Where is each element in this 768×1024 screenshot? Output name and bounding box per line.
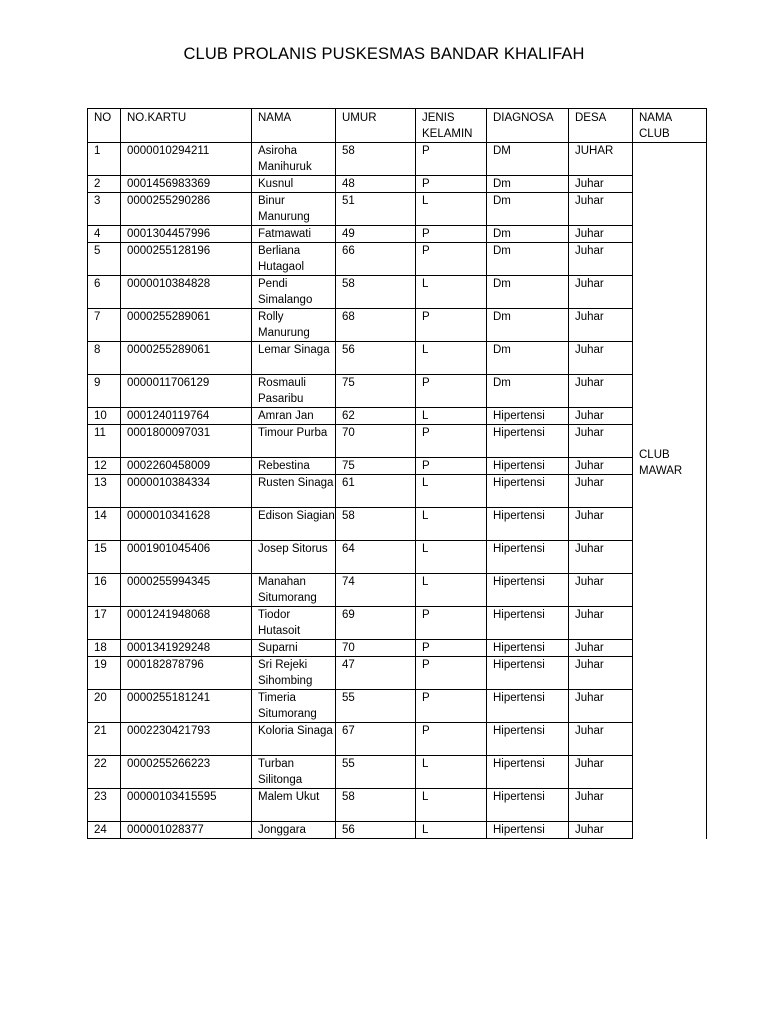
cell-umur: 56: [336, 822, 416, 839]
cell-diagnosa: Hipertensi: [487, 756, 569, 789]
cell-jenis-kelamin: L: [416, 574, 487, 607]
cell-nama: Pendi Simalango: [252, 276, 336, 309]
member-table: [87, 108, 707, 839]
header-jenis-line1: JENIS: [422, 112, 455, 124]
cell-no: 3: [88, 193, 121, 226]
cell-jenis-kelamin: L: [416, 408, 487, 425]
cell-umur: 58: [336, 143, 416, 176]
cell-diagnosa: Dm: [487, 375, 569, 408]
cell-diagnosa: Hipertensi: [487, 723, 569, 756]
cell-diagnosa: Hipertensi: [487, 425, 569, 458]
table-row: [88, 541, 707, 574]
cell-no: 12: [88, 458, 121, 475]
cell-jenis-kelamin: L: [416, 541, 487, 574]
cell-no: 18: [88, 640, 121, 657]
cell-kartu: 00000103415595: [121, 789, 252, 822]
cell-nama-club: [633, 143, 707, 839]
cell-nama: Lemar Sinaga: [252, 342, 336, 375]
cell-nama: Rebestina: [252, 458, 336, 475]
cell-umur: 70: [336, 640, 416, 657]
table-row: [88, 425, 707, 458]
cell-nama: Asiroha Manihuruk: [252, 143, 336, 176]
cell-kartu: 0001341929248: [121, 640, 252, 657]
cell-kartu: 0000255128196: [121, 243, 252, 276]
cell-no: 14: [88, 508, 121, 541]
cell-no: 5: [88, 243, 121, 276]
cell-jenis-kelamin: P: [416, 723, 487, 756]
cell-jenis-kelamin: P: [416, 143, 487, 176]
header-umur: UMUR: [336, 109, 416, 143]
table-row: [88, 243, 707, 276]
cell-no: 16: [88, 574, 121, 607]
cell-desa: Juhar: [569, 458, 633, 475]
club-line1: CLUB: [639, 448, 670, 461]
cell-desa: Juhar: [569, 193, 633, 226]
cell-diagnosa: Dm: [487, 342, 569, 375]
cell-kartu: 0000010384828: [121, 276, 252, 309]
cell-diagnosa: Hipertensi: [487, 690, 569, 723]
table-row: [88, 143, 707, 176]
cell-desa: Juhar: [569, 822, 633, 839]
cell-umur: 48: [336, 176, 416, 193]
header-club-line1: NAMA: [639, 112, 673, 124]
table-header-row: [88, 109, 707, 143]
cell-no: 9: [88, 375, 121, 408]
cell-kartu: 0000255994345: [121, 574, 252, 607]
cell-umur: 58: [336, 789, 416, 822]
cell-umur: 49: [336, 226, 416, 243]
cell-nama: Sri Rejeki Sihombing: [252, 657, 336, 690]
cell-jenis-kelamin: P: [416, 607, 487, 640]
header-club-line2: CLUB: [639, 128, 670, 140]
cell-nama: Berliana Hutagaol: [252, 243, 336, 276]
cell-desa: Juhar: [569, 342, 633, 375]
table-row: [88, 723, 707, 756]
cell-kartu: 0000255289061: [121, 309, 252, 342]
table-row: [88, 657, 707, 690]
cell-kartu: 0001456983369: [121, 176, 252, 193]
cell-no: 8: [88, 342, 121, 375]
cell-umur: 68: [336, 309, 416, 342]
header-desa: DESA: [569, 109, 633, 143]
cell-no: 2: [88, 176, 121, 193]
cell-no: 7: [88, 309, 121, 342]
table-row: [88, 276, 707, 309]
cell-desa: Juhar: [569, 723, 633, 756]
cell-kartu: 0000011706129: [121, 375, 252, 408]
cell-diagnosa: Hipertensi: [487, 458, 569, 475]
cell-umur: 55: [336, 690, 416, 723]
cell-umur: 58: [336, 276, 416, 309]
cell-diagnosa: Hipertensi: [487, 508, 569, 541]
cell-desa: Juhar: [569, 574, 633, 607]
cell-diagnosa: Dm: [487, 226, 569, 243]
cell-no: 17: [88, 607, 121, 640]
cell-desa: JUHAR: [569, 143, 633, 176]
cell-kartu: 0002260458009: [121, 458, 252, 475]
cell-desa: Juhar: [569, 607, 633, 640]
cell-jenis-kelamin: P: [416, 226, 487, 243]
cell-jenis-kelamin: L: [416, 508, 487, 541]
cell-no: 6: [88, 276, 121, 309]
cell-desa: Juhar: [569, 690, 633, 723]
table-row: [88, 176, 707, 193]
cell-umur: 74: [336, 574, 416, 607]
cell-nama: Binur Manurung: [252, 193, 336, 226]
cell-jenis-kelamin: P: [416, 375, 487, 408]
cell-umur: 75: [336, 375, 416, 408]
cell-nama: Timeria Situmorang: [252, 690, 336, 723]
cell-nama: Suparni: [252, 640, 336, 657]
cell-diagnosa: Dm: [487, 243, 569, 276]
cell-kartu: 0001240119764: [121, 408, 252, 425]
cell-no: 22: [88, 756, 121, 789]
cell-kartu: 000182878796: [121, 657, 252, 690]
header-nama: NAMA: [252, 109, 336, 143]
cell-umur: 66: [336, 243, 416, 276]
cell-umur: 47: [336, 657, 416, 690]
cell-desa: Juhar: [569, 408, 633, 425]
cell-umur: 70: [336, 425, 416, 458]
cell-no: 24: [88, 822, 121, 839]
cell-kartu: 0001800097031: [121, 425, 252, 458]
cell-nama: Rolly Manurung: [252, 309, 336, 342]
cell-jenis-kelamin: L: [416, 475, 487, 508]
cell-jenis-kelamin: P: [416, 458, 487, 475]
cell-nama: Kusnul: [252, 176, 336, 193]
cell-no: 13: [88, 475, 121, 508]
cell-umur: 62: [336, 408, 416, 425]
cell-kartu: 0000010294211: [121, 143, 252, 176]
cell-diagnosa: Dm: [487, 176, 569, 193]
club-line2: MAWAR: [639, 464, 683, 477]
cell-kartu: 0002230421793: [121, 723, 252, 756]
cell-umur: 56: [336, 342, 416, 375]
cell-no: 19: [88, 657, 121, 690]
cell-diagnosa: Hipertensi: [487, 657, 569, 690]
table-row: [88, 309, 707, 342]
cell-jenis-kelamin: L: [416, 276, 487, 309]
cell-no: 20: [88, 690, 121, 723]
header-jenis-line2: KELAMIN: [422, 128, 473, 140]
header-kartu: NO.KARTU: [121, 109, 252, 143]
cell-desa: Juhar: [569, 508, 633, 541]
cell-nama: Timour Purba: [252, 425, 336, 458]
table-row: [88, 508, 707, 541]
cell-kartu: 0001304457996: [121, 226, 252, 243]
cell-desa: Juhar: [569, 756, 633, 789]
cell-nama: Turban Silitonga: [252, 756, 336, 789]
cell-kartu: 0001901045406: [121, 541, 252, 574]
cell-kartu: 0000010341628: [121, 508, 252, 541]
cell-umur: 64: [336, 541, 416, 574]
cell-jenis-kelamin: L: [416, 789, 487, 822]
cell-diagnosa: Hipertensi: [487, 640, 569, 657]
cell-diagnosa: DM: [487, 143, 569, 176]
cell-umur: 58: [336, 508, 416, 541]
cell-nama: Manahan Situmorang: [252, 574, 336, 607]
cell-diagnosa: Dm: [487, 193, 569, 226]
cell-diagnosa: Hipertensi: [487, 574, 569, 607]
cell-nama: Amran Jan: [252, 408, 336, 425]
cell-diagnosa: Hipertensi: [487, 607, 569, 640]
cell-desa: Juhar: [569, 657, 633, 690]
cell-desa: Juhar: [569, 243, 633, 276]
cell-nama: Josep Sitorus: [252, 541, 336, 574]
cell-no: 15: [88, 541, 121, 574]
cell-diagnosa: Hipertensi: [487, 408, 569, 425]
table-row: [88, 375, 707, 408]
cell-nama: Rusten Sinaga: [252, 475, 336, 508]
cell-desa: Juhar: [569, 640, 633, 657]
table-row: [88, 458, 707, 475]
cell-umur: 51: [336, 193, 416, 226]
table-body: [88, 143, 707, 839]
cell-desa: Juhar: [569, 226, 633, 243]
cell-diagnosa: Dm: [487, 309, 569, 342]
cell-nama: Jonggara: [252, 822, 336, 839]
cell-kartu: 0000010384334: [121, 475, 252, 508]
club-name: [639, 447, 706, 535]
table-row: [88, 574, 707, 607]
cell-kartu: 0000255290286: [121, 193, 252, 226]
cell-nama: Koloria Sinaga: [252, 723, 336, 756]
table-row: [88, 789, 707, 822]
cell-jenis-kelamin: P: [416, 425, 487, 458]
table-row: [88, 193, 707, 226]
cell-diagnosa: Hipertensi: [487, 475, 569, 508]
table-row: [88, 640, 707, 657]
cell-diagnosa: Hipertensi: [487, 789, 569, 822]
cell-desa: Juhar: [569, 276, 633, 309]
cell-kartu: 000001028377: [121, 822, 252, 839]
cell-no: 23: [88, 789, 121, 822]
cell-desa: Juhar: [569, 475, 633, 508]
cell-kartu: 0000255181241: [121, 690, 252, 723]
cell-jenis-kelamin: P: [416, 243, 487, 276]
cell-nama: Tiodor Hutasoit: [252, 607, 336, 640]
header-nama-club: [633, 109, 707, 143]
table-row: [88, 342, 707, 375]
cell-diagnosa: Hipertensi: [487, 822, 569, 839]
cell-umur: 69: [336, 607, 416, 640]
header-diagnosa: DIAGNOSA: [487, 109, 569, 143]
cell-jenis-kelamin: L: [416, 822, 487, 839]
header-no: NO: [88, 109, 121, 143]
cell-nama: Edison Siagian: [252, 508, 336, 541]
cell-kartu: 0001241948068: [121, 607, 252, 640]
cell-jenis-kelamin: P: [416, 640, 487, 657]
header-jenis-kelamin: [416, 109, 487, 143]
cell-umur: 75: [336, 458, 416, 475]
cell-umur: 67: [336, 723, 416, 756]
cell-kartu: 0000255289061: [121, 342, 252, 375]
cell-nama: Rosmauli Pasaribu: [252, 375, 336, 408]
table-row: [88, 756, 707, 789]
cell-nama: Malem Ukut: [252, 789, 336, 822]
cell-no: 21: [88, 723, 121, 756]
cell-diagnosa: Hipertensi: [487, 541, 569, 574]
table-row: [88, 607, 707, 640]
cell-desa: Juhar: [569, 425, 633, 458]
cell-desa: Juhar: [569, 309, 633, 342]
table-row: [88, 690, 707, 723]
cell-desa: Juhar: [569, 375, 633, 408]
cell-jenis-kelamin: P: [416, 309, 487, 342]
cell-jenis-kelamin: L: [416, 193, 487, 226]
cell-desa: Juhar: [569, 789, 633, 822]
cell-jenis-kelamin: L: [416, 756, 487, 789]
cell-jenis-kelamin: P: [416, 657, 487, 690]
cell-diagnosa: Dm: [487, 276, 569, 309]
cell-jenis-kelamin: P: [416, 690, 487, 723]
document-title: CLUB PROLANIS PUSKESMAS BANDAR KHALIFAH: [183, 45, 585, 63]
cell-jenis-kelamin: P: [416, 176, 487, 193]
cell-jenis-kelamin: L: [416, 342, 487, 375]
cell-umur: 61: [336, 475, 416, 508]
table-row: [88, 822, 707, 839]
cell-kartu: 0000255266223: [121, 756, 252, 789]
table-row: [88, 408, 707, 425]
cell-desa: Juhar: [569, 541, 633, 574]
cell-no: 10: [88, 408, 121, 425]
table-row: [88, 475, 707, 508]
cell-umur: 55: [336, 756, 416, 789]
cell-no: 11: [88, 425, 121, 458]
cell-no: 4: [88, 226, 121, 243]
cell-nama: Fatmawati: [252, 226, 336, 243]
cell-no: 1: [88, 143, 121, 176]
cell-desa: Juhar: [569, 176, 633, 193]
table-row: [88, 226, 707, 243]
